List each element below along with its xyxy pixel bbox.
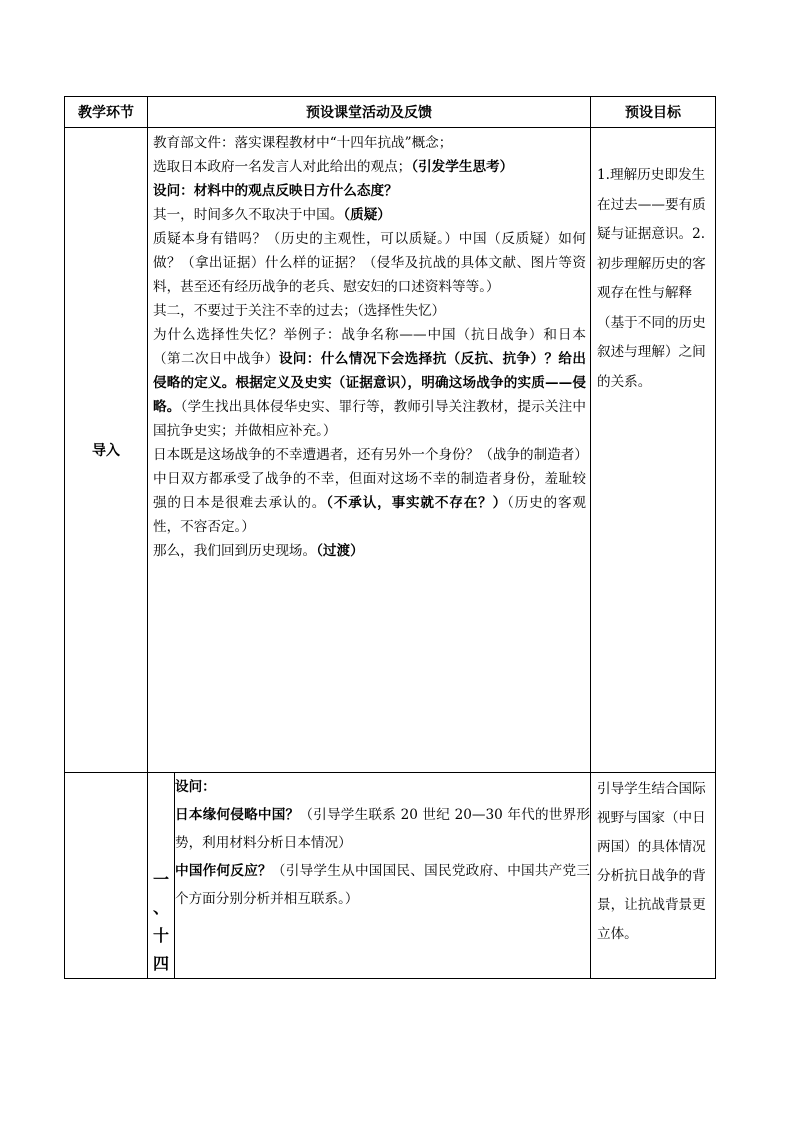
header-stage: 教学环节 — [65, 97, 148, 128]
section1-question-label: 设问： — [175, 779, 216, 795]
intro-p2: 选取日本政府一名发言人对此给出的观点；（引发学生思考） — [153, 159, 514, 175]
intro-p5: 质疑本身有错吗？（历史的主观性，可以质疑。）中国（反质疑）如何做？（拿出证据）什么样的证据？（侵华及抗战的具体文献、图片等资料，甚至还有经历战争的老兵、慰安妇的口述资料等等。） — [153, 231, 586, 295]
section1-goal: 引导学生结合国际视野与国家（中日两国）的具体情况分析抗日战争的背景，让抗战背景更立体。 — [591, 773, 716, 979]
section1-stage — [65, 773, 148, 979]
header-goal: 预设目标 — [591, 97, 716, 128]
intro-row — [65, 128, 716, 773]
intro-p10: 那么，我们回到历史现场。（过渡） — [153, 543, 364, 559]
intro-p4: 其一，时间多久不取决于中国。（质疑） — [153, 207, 391, 223]
intro-stage: 导入 — [65, 128, 148, 773]
lesson-plan-table — [64, 96, 716, 979]
intro-question: 设问：材料中的观点反映日方什么态度？ — [153, 183, 398, 199]
intro-p6: 其二，不要过于关注不幸的过去；（选择性失忆） — [153, 303, 446, 319]
section1-title-vertical: 一 、 十 四 — [148, 773, 175, 979]
intro-p9: 中日双方都承受了战争的不幸，但面对这场不幸的制造者身份，羞耻较强的日本是很难去承认的。（不承认，事实就不存在？）（历史的客观性，不容否定。） — [153, 471, 587, 535]
intro-p7: 为什么选择性失忆？举例子：战争名称——中国（抗日战争）和日本（第二次日中战争）设问：什么情况下会选择抗（反抗、抗争）？给出侵略的定义。根据定义及史实（证据意识），明确这场战争的实质——侵略。（学生找出具体侵华史实、罪行等，教师引导关注教材，提示关注中国抗争史实；并做相应补充。） — [153, 327, 587, 439]
intro-goal: 1.理解历史即发生在过去——要有质疑与证据意识。2.初步理解历史的客观存在性与解释（基于不同的历史叙述与理解）之间的关系。 — [591, 128, 716, 773]
intro-p8: 日本既是这场战争的不幸遭遇者，还有另外一个身份？（战争的制造者） — [153, 447, 588, 463]
intro-p1: 教育部文件：落实课程教材中“十四年抗战”概念； — [153, 135, 453, 151]
section1-q2: 中国作何反应？（引导学生从中国国民、国民党政府、中国共产党三个方面分别分析并相互联系。） — [175, 863, 590, 907]
section1-q1: 日本缘何侵略中国？（引导学生联系 20 世纪 20—30 年代的世界形势，利用材料分析日本情况） — [175, 807, 590, 851]
section1-content — [175, 773, 591, 979]
table-header-row — [65, 97, 716, 128]
intro-content — [148, 128, 591, 773]
section1-row — [65, 773, 716, 979]
header-activity: 预设课堂活动及反馈 — [148, 97, 591, 128]
